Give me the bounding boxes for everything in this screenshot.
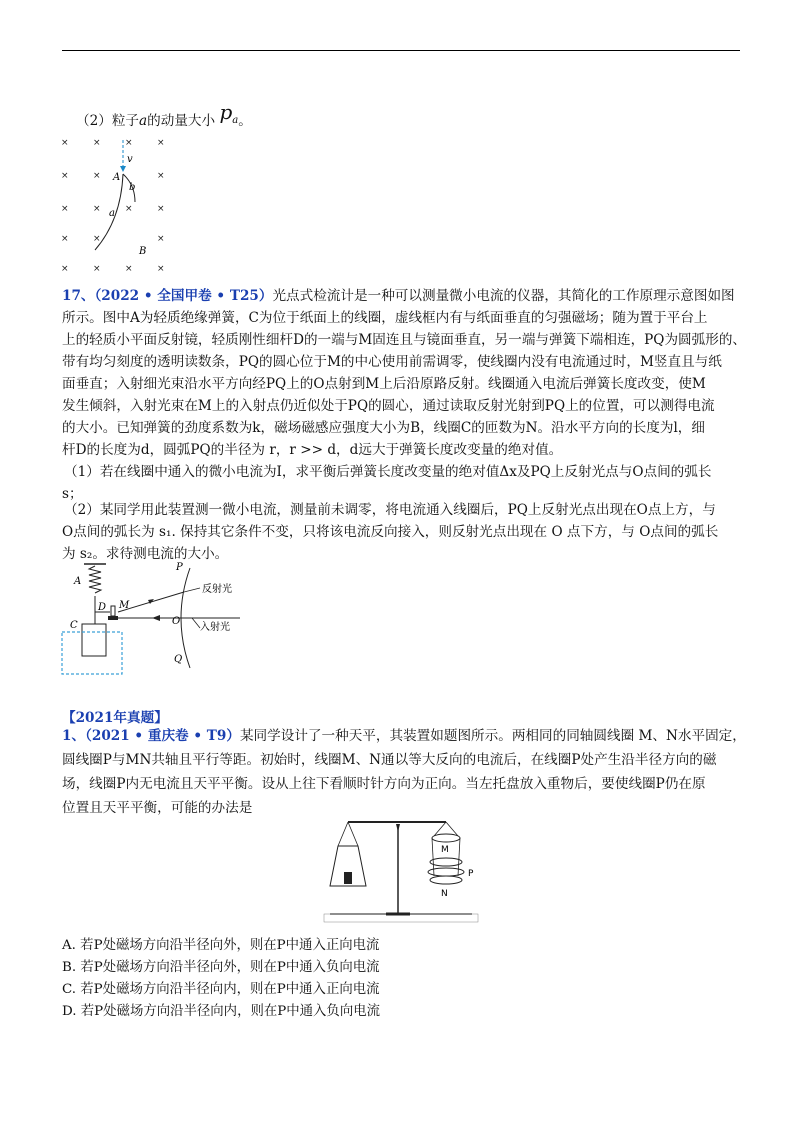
right-pan-side-1: [432, 838, 434, 876]
spring-A: [89, 566, 101, 593]
cross: ×: [61, 171, 69, 181]
cross: ×: [61, 264, 69, 274]
label-C: C: [70, 620, 78, 631]
q17-source: （2022 • 全国甲卷 • T25）: [94, 288, 273, 304]
mirror-M: [111, 606, 115, 616]
q1-line-2: 圆线圈P与MN共轴且平行等距。初始时，线圈M、N通以等大反向的电流后，在线圈P处产生沿半径方向的磁: [62, 752, 717, 768]
part2-question: [76, 100, 252, 132]
q17-line-2: 所示。图中A为轻质绝缘弹簧，C为位于纸面上的线圈，虚线框内有与纸面垂直的匀强磁场；随为置于平台上: [62, 310, 708, 326]
field-figure: [55, 130, 185, 275]
label-A: A: [74, 576, 82, 587]
q17-part1: （1）若在线圈中通入的微小电流为I，求平衡后弹簧长度改变量的绝对值Δx及PQ上反射光点与O点间的弧长: [64, 464, 712, 480]
q17-line-1: [62, 286, 742, 306]
q17-part2-line-3: 为 s₂。求待测电流的大小。: [62, 546, 229, 562]
galvanometer-figure: [60, 562, 240, 682]
section-heading: 【2021年真题】: [62, 710, 168, 726]
incident-pointer: [192, 618, 200, 628]
q17-part2-line-2: O点间的弧长为 s₁. 保持其它条件不变，只将该电流反向接入，则反射光点出现在 O 点下方，与 O点间的弧长: [62, 524, 719, 540]
coil-M: [430, 858, 462, 866]
cross: ×: [93, 234, 101, 244]
option-B[interactable]: B. 若P处磁场方向沿半径向外，则在P中通入负向电流: [62, 960, 380, 975]
label-A: A: [113, 172, 121, 183]
q1-line-1: [62, 726, 746, 746]
cross: ×: [61, 138, 69, 148]
q17-line-6: 发生倾斜，入射光束在M上的入射点仍近似处于PQ的圆心，通过读取反射光射到PQ上的位置，可以测得电流: [62, 398, 715, 414]
q17-line-3: 上的轻质小平面反射镜，轻质刚性细杆D的一端与M固连且与镜面垂直，另一端与弹簧下端相连，PQ为圆弧形的、: [62, 332, 747, 348]
left-string-1: [338, 822, 348, 846]
label-reflect: 反射光: [202, 584, 232, 595]
q17-line-7: 的大小。已知弹簧的劲度系数为k，磁场磁感应强度大小为B，线圈C的匝数为N。沿水平方向的长度为l，细: [62, 420, 705, 436]
cross: ×: [125, 138, 133, 148]
label-N: N: [441, 889, 448, 899]
q17-text: 光点式检流计是一种可以测量微小电流的仪器，其简化的工作原理示意图如图: [272, 288, 735, 304]
right-pan-side-2: [458, 838, 460, 876]
q17-line-8: 杆D的长度为d，圆弧PQ的半径为 r，r >> d，d远大于弹簧长度改变量的绝对值。: [62, 442, 563, 458]
label-a: a: [109, 208, 115, 219]
cross: ×: [93, 171, 101, 181]
right-pan-top: [432, 834, 460, 842]
momentum-symbol: p: [219, 100, 233, 124]
q1-number: 1、: [62, 728, 86, 744]
momentum-subscript: a: [232, 114, 239, 126]
option-A[interactable]: A. 若P处磁场方向沿半径向外，则在P中通入正向电流: [62, 938, 380, 953]
field-region: [62, 632, 122, 674]
label-M: M: [441, 845, 449, 855]
field-crosses: [61, 138, 165, 274]
header-rule: [62, 50, 740, 51]
incident-arrowhead: [152, 615, 160, 621]
label-v: v: [127, 154, 133, 165]
q17-part2-line-1: （2）某同学用此装置测一微小电流，测量前未调零，将电流通入线圈后，PQ上反射光点出现在O点上方，与: [64, 502, 716, 518]
cross: ×: [93, 138, 101, 148]
q17-line-4: 带有均匀刻度的透明读数条，PQ的圆心位于M的中心使用前需调零，使线圈内没有电流通过时，M竖直且与纸: [62, 354, 722, 370]
q1-text: 某同学设计了一种天平，其装置如题图所示。两相同的同轴圆线圈 M、N水平固定，: [239, 728, 746, 744]
balance-figure: [322, 810, 480, 928]
q1-line-3: 场，线圈P内无电流且天平平衡。设从上往下看顺时针方向为正向。当左托盘放入重物后，要使线圈P仍在原: [62, 776, 706, 792]
weight: [344, 872, 352, 884]
label-M: M: [119, 600, 130, 611]
label-O: O: [172, 616, 181, 627]
platform: [108, 616, 118, 620]
option-C[interactable]: C. 若P处磁场方向沿半径向内，则在P中通入正向电流: [62, 982, 380, 997]
label-D: D: [98, 602, 107, 613]
pivot: [396, 824, 400, 832]
cross: ×: [157, 234, 165, 244]
coil-N: [430, 876, 462, 884]
cross: ×: [125, 264, 133, 274]
cross: ×: [61, 234, 69, 244]
label-b: b: [129, 182, 136, 193]
coil-C: [82, 624, 106, 656]
part2-var: a: [139, 113, 148, 129]
cross: ×: [157, 171, 165, 181]
cross: ×: [61, 204, 69, 214]
velocity-arrowhead: [120, 166, 126, 172]
cross: ×: [93, 204, 101, 214]
reflect-pointer: [184, 588, 200, 592]
cross: ×: [157, 264, 165, 274]
label-P: P: [468, 869, 474, 879]
q17-number: 17、: [62, 288, 95, 304]
cross: ×: [93, 264, 101, 274]
cross: ×: [125, 204, 133, 214]
label-Q: Q: [174, 654, 183, 665]
q17-part1-end: s；: [62, 486, 83, 502]
cross: ×: [157, 138, 165, 148]
label-incident: 入射光: [200, 622, 230, 633]
part2-end: 。: [238, 113, 252, 129]
part2-label: （2）粒子: [76, 113, 140, 129]
q17-line-5: 面垂直；入射细光束沿水平方向经PQ上的O点射到M上后沿原路反射。线圈通入电流后弹簧长度改变，使M: [62, 376, 706, 392]
label-P: P: [176, 562, 183, 573]
left-string-2: [348, 822, 358, 846]
cross: ×: [157, 204, 165, 214]
part2-text: 的动量大小: [147, 113, 216, 129]
q1-source: （2021 • 重庆卷 • T9）: [85, 728, 240, 744]
label-B: B: [139, 246, 147, 257]
q1-line-4: 位置且天平平衡，可能的办法是: [62, 800, 253, 816]
option-D[interactable]: D. 若P处磁场方向沿半径向内，则在P中通入负向电流: [62, 1004, 380, 1019]
